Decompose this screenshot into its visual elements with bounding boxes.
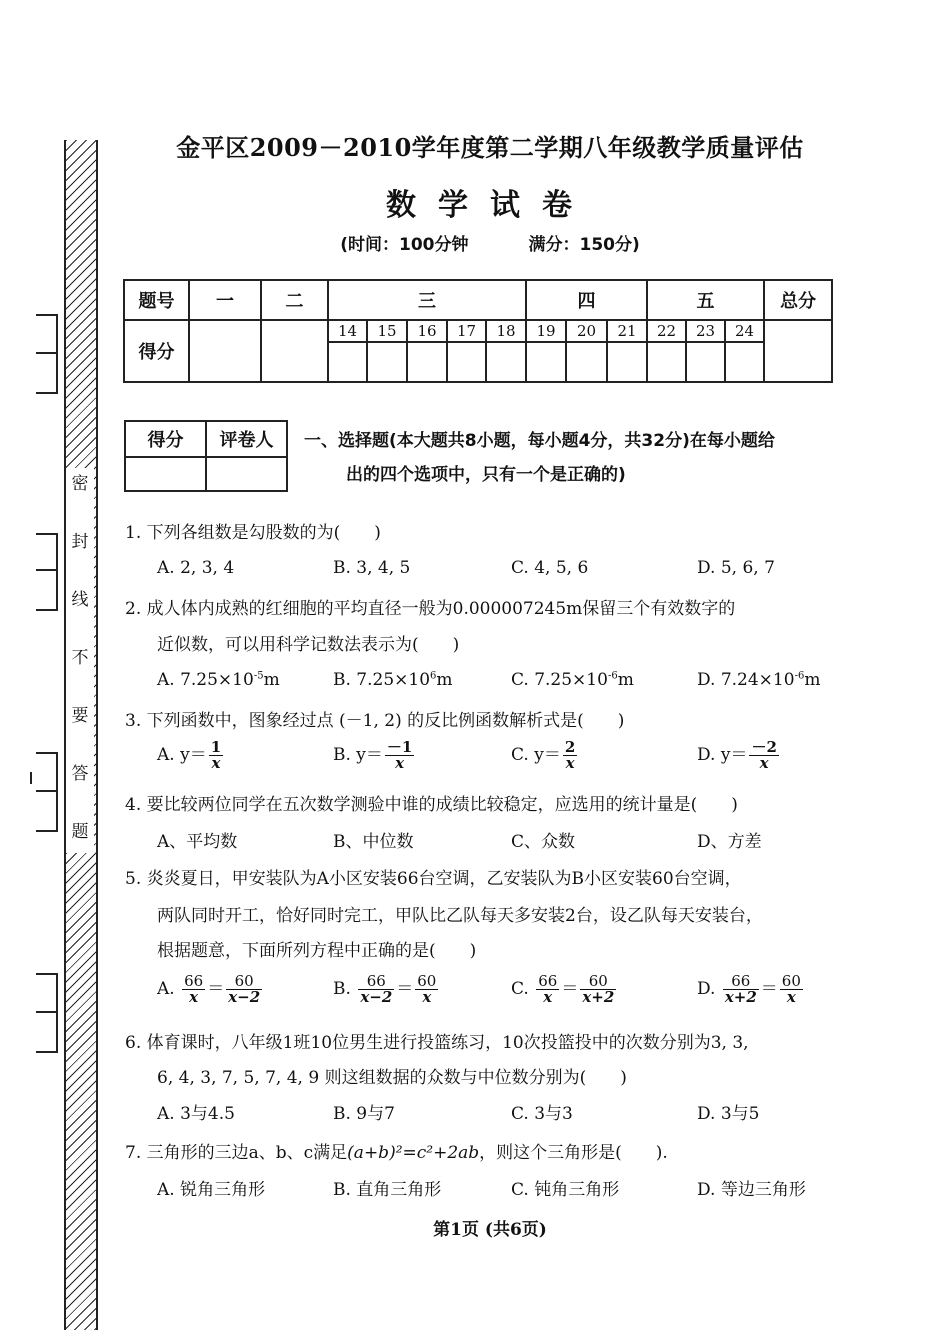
question-number: 18 bbox=[486, 320, 526, 342]
seal-char: 密 bbox=[71, 474, 89, 494]
total-score-cell[interactable] bbox=[764, 320, 832, 382]
binding-bracket bbox=[36, 752, 58, 832]
question-number: 21 bbox=[607, 320, 647, 342]
question-number: 23 bbox=[686, 320, 725, 342]
question-number: 19 bbox=[526, 320, 566, 342]
full-score-info: 满分：150分) bbox=[528, 235, 640, 255]
question-1: 1. 下列各组数是勾股数的为( ) bbox=[125, 523, 381, 543]
option-c: C. y＝ $\frac{2}{x}$ bbox=[511, 738, 576, 772]
option-c: C. $\frac{66}{x}$ ＝ $\frac{60}{x+2}$ bbox=[511, 972, 615, 1006]
question-7: 7. 三角形的三边a、b、c满足(a+b)²=c²+2ab，则这个三角形是( ). bbox=[125, 1143, 668, 1163]
score-cell[interactable] bbox=[447, 342, 486, 382]
grader-score-label: 得分 bbox=[125, 421, 206, 457]
option-a: A. y＝ $\frac{1}{x}$ bbox=[157, 738, 222, 772]
option-d: D. 5, 6, 7 bbox=[697, 558, 775, 578]
seal-char: 题 bbox=[71, 822, 89, 842]
option-d: D. $7.24\times 10^{-6}m$ bbox=[697, 670, 821, 690]
section-header: 三 bbox=[328, 280, 526, 320]
score-cell[interactable] bbox=[261, 320, 328, 382]
question-5: 5. 炎炎夏日，甲安装队为A小区安装66台空调，乙安装队为B小区安装60台空调， bbox=[125, 869, 742, 889]
seal-char: 答 bbox=[71, 764, 89, 784]
option-a: A. $7.25\times 10^{-5}m$ bbox=[157, 670, 280, 690]
option-c: C. $7.25\times 10^{-6}m$ bbox=[511, 670, 634, 690]
option-d: D. y＝ $\frac{-2}{x}$ bbox=[697, 738, 777, 772]
option-c: C、众数 bbox=[511, 832, 576, 852]
section-header: 一 bbox=[189, 280, 261, 320]
question-number: 14 bbox=[328, 320, 367, 342]
question-2: 2. 成人体内成熟的红细胞的平均直径一般为0.000007245m保留三个有效数字的 bbox=[125, 599, 736, 619]
option-a: A、平均数 bbox=[157, 832, 238, 852]
score-table bbox=[123, 279, 833, 383]
score-cell[interactable] bbox=[607, 342, 647, 382]
section-one-heading bbox=[304, 424, 844, 492]
question-number: 22 bbox=[647, 320, 686, 342]
score-cell[interactable] bbox=[526, 342, 566, 382]
score-cell[interactable] bbox=[725, 342, 764, 382]
score-cell[interactable] bbox=[486, 342, 526, 382]
question-number: 20 bbox=[566, 320, 607, 342]
exam-subtitle: 数学试卷 bbox=[386, 188, 594, 223]
score-cell[interactable] bbox=[407, 342, 447, 382]
option-d: D、方差 bbox=[697, 832, 762, 852]
option-b: B、中位数 bbox=[333, 832, 414, 852]
option-a: A. $\frac{66}{x}$ ＝ $\frac{60}{x-2}$ bbox=[157, 972, 261, 1006]
score-table-row-label: 得分 bbox=[124, 320, 189, 382]
time-info: (时间：100分钟 bbox=[340, 235, 469, 255]
seal-char: 线 bbox=[71, 590, 89, 610]
option-c: C. 4, 5, 6 bbox=[511, 558, 589, 578]
option-b: B. $7.25\times 10^6m$ bbox=[333, 670, 453, 690]
question-number: 17 bbox=[447, 320, 486, 342]
question-6-cont: 6, 4, 3, 7, 5, 7, 4, 9 则这组数据的众数与中位数分别为( ) bbox=[157, 1068, 627, 1088]
q7-formula: (a+b)²=c²+2ab bbox=[347, 1143, 480, 1163]
page-footer: 第1页 (共6页) bbox=[433, 1220, 547, 1240]
option-c: C. 3与3 bbox=[511, 1104, 573, 1124]
option-b: B. 3, 4, 5 bbox=[333, 558, 411, 578]
score-cell[interactable] bbox=[647, 342, 686, 382]
option-d: D. $\frac{66}{x+2}$ ＝ $\frac{60}{x}$ bbox=[697, 972, 801, 1006]
seal-char: 要 bbox=[71, 706, 89, 726]
score-cell[interactable] bbox=[566, 342, 607, 382]
section-one-line: 出的四个选项中，只有一个是正确的) bbox=[346, 465, 626, 485]
question-6: 6. 体育课时，八年级1班10位男生进行投篮练习，10次投篮投中的次数分别为3, 3, bbox=[125, 1033, 749, 1053]
grader-reviewer-label: 评卷人 bbox=[206, 421, 287, 457]
question-3: 3. 下列函数中，图象经过点 (－1, 2) 的反比例函数解析式是( ) bbox=[125, 711, 625, 731]
grader-reviewer-cell[interactable] bbox=[206, 457, 287, 491]
seal-char: 封 bbox=[71, 532, 89, 552]
question-5-cont: 两队同时开工，恰好同时完工，甲队比乙队每天多安装2台，设乙队每天安装台， bbox=[157, 906, 763, 926]
option-d: D. 等边三角形 bbox=[697, 1180, 806, 1200]
option-d: D. 3与5 bbox=[697, 1104, 760, 1124]
section-header: 四 bbox=[526, 280, 647, 320]
option-b: B. 直角三角形 bbox=[333, 1180, 442, 1200]
binding-tick bbox=[30, 772, 32, 784]
option-b: B. $\frac{66}{x-2}$ ＝ $\frac{60}{x}$ bbox=[333, 972, 437, 1006]
option-a: A. 2, 3, 4 bbox=[157, 558, 235, 578]
score-cell[interactable] bbox=[328, 342, 367, 382]
time-score-line bbox=[130, 230, 850, 255]
score-cell[interactable] bbox=[367, 342, 407, 382]
section-header: 五 bbox=[647, 280, 764, 320]
option-b: B. y＝ $\frac{-1}{x}$ bbox=[333, 738, 413, 772]
option-a: A. 3与4.5 bbox=[157, 1104, 235, 1124]
question-2-cont: 近似数，可以用科学记数法表示为( ) bbox=[157, 635, 460, 655]
grader-score-cell[interactable] bbox=[125, 457, 206, 491]
score-cell[interactable] bbox=[686, 342, 725, 382]
score-table-row-label: 题号 bbox=[124, 280, 189, 320]
question-5-cont: 根据题意，下面所列方程中正确的是( ) bbox=[157, 941, 477, 961]
question-number: 24 bbox=[725, 320, 764, 342]
option-c: C. 钝角三角形 bbox=[511, 1180, 620, 1200]
binding-bracket bbox=[36, 533, 58, 611]
exam-title: 金平区2009－2010学年度第二学期八年级教学质量评估 bbox=[176, 133, 804, 162]
section-one-line: 一、选择题(本大题共8小题，每小题4分，共32分)在每小题给 bbox=[304, 431, 775, 451]
question-number: 15 bbox=[367, 320, 407, 342]
section-header: 二 bbox=[261, 280, 328, 320]
grader-table bbox=[124, 420, 288, 492]
binding-bracket bbox=[36, 973, 58, 1053]
section-header: 总分 bbox=[764, 280, 832, 320]
seal-char: 不 bbox=[71, 648, 89, 668]
binding-bracket bbox=[36, 314, 58, 394]
seal-line-box bbox=[66, 468, 94, 853]
question-number: 16 bbox=[407, 320, 447, 342]
option-a: A. 锐角三角形 bbox=[157, 1180, 266, 1200]
score-cell[interactable] bbox=[189, 320, 261, 382]
option-b: B. 9与7 bbox=[333, 1104, 395, 1124]
question-4: 4. 要比较两位同学在五次数学测验中谁的成绩比较稳定，应选用的统计量是( ) bbox=[125, 795, 738, 815]
